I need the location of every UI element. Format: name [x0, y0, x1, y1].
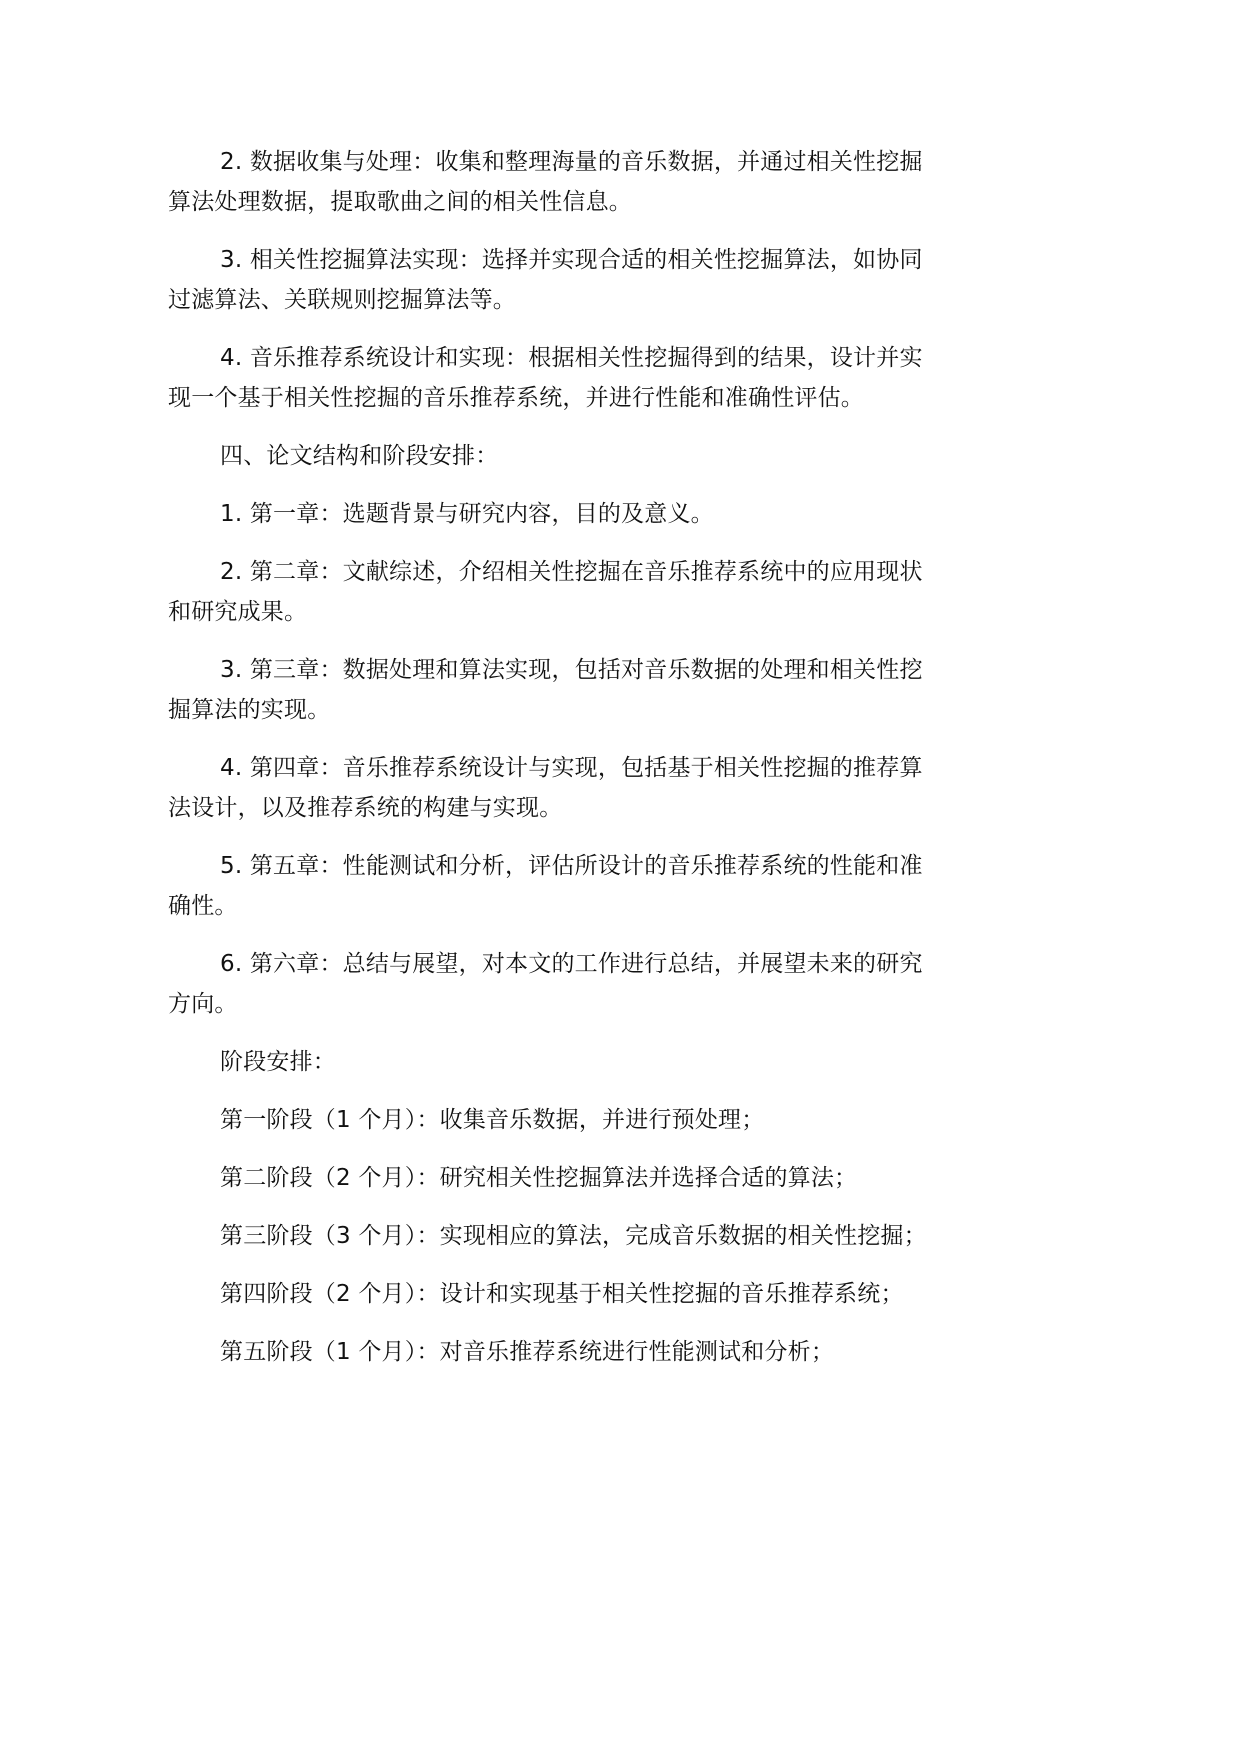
stage-5: 第五阶段（1 个月）：对音乐推荐系统进行性能测试和分析；: [220, 1339, 835, 1365]
chapter-3: 3. 第三章：数据处理和算法实现，包括对音乐数据的处理和相关性挖掘算法的实现。: [168, 657, 923, 723]
chapter-5: 5. 第五章：性能测试和分析，评估所设计的音乐推荐系统的性能和准确性。: [168, 853, 923, 919]
paragraph-recommender-design: 4. 音乐推荐系统设计和实现：根据相关性挖掘得到的结果，设计并实现一个基于相关性挖掘的音乐推荐系统，并进行性能和准确性评估。: [168, 345, 923, 411]
paragraph-algorithm-implementation: 3. 相关性挖掘算法实现：选择并实现合适的相关性挖掘算法，如协同过滤算法、关联规则挖掘算法等。: [168, 247, 923, 313]
stage-2: 第二阶段（2 个月）：研究相关性挖掘算法并选择合适的算法；: [220, 1165, 858, 1191]
stage-1: 第一阶段（1 个月）：收集音乐数据，并进行预处理；: [220, 1107, 765, 1133]
chapter-6: 6. 第六章：总结与展望，对本文的工作进行总结，并展望未来的研究方向。: [168, 951, 923, 1017]
paragraph-data-collection: 2. 数据收集与处理：收集和整理海量的音乐数据，并通过相关性挖掘算法处理数据，提取歌曲之间的相关性信息。: [168, 149, 923, 215]
section-heading-structure: 四、论文结构和阶段安排：: [220, 443, 499, 469]
stage-plan-heading: 阶段安排：: [220, 1049, 336, 1075]
stage-3: 第三阶段（3 个月）：实现相应的算法，完成音乐数据的相关性挖掘；: [220, 1223, 927, 1249]
stage-4: 第四阶段（2 个月）：设计和实现基于相关性挖掘的音乐推荐系统；: [220, 1281, 904, 1307]
chapter-4: 4. 第四章：音乐推荐系统设计与实现，包括基于相关性挖掘的推荐算法设计，以及推荐系统的构建与实现。: [168, 755, 923, 821]
chapter-1: 1. 第一章：选题背景与研究内容，目的及意义。: [220, 501, 714, 527]
chapter-2: 2. 第二章：文献综述，介绍相关性挖掘在音乐推荐系统中的应用现状和研究成果。: [168, 559, 923, 625]
document-body: [168, 142, 928, 1390]
